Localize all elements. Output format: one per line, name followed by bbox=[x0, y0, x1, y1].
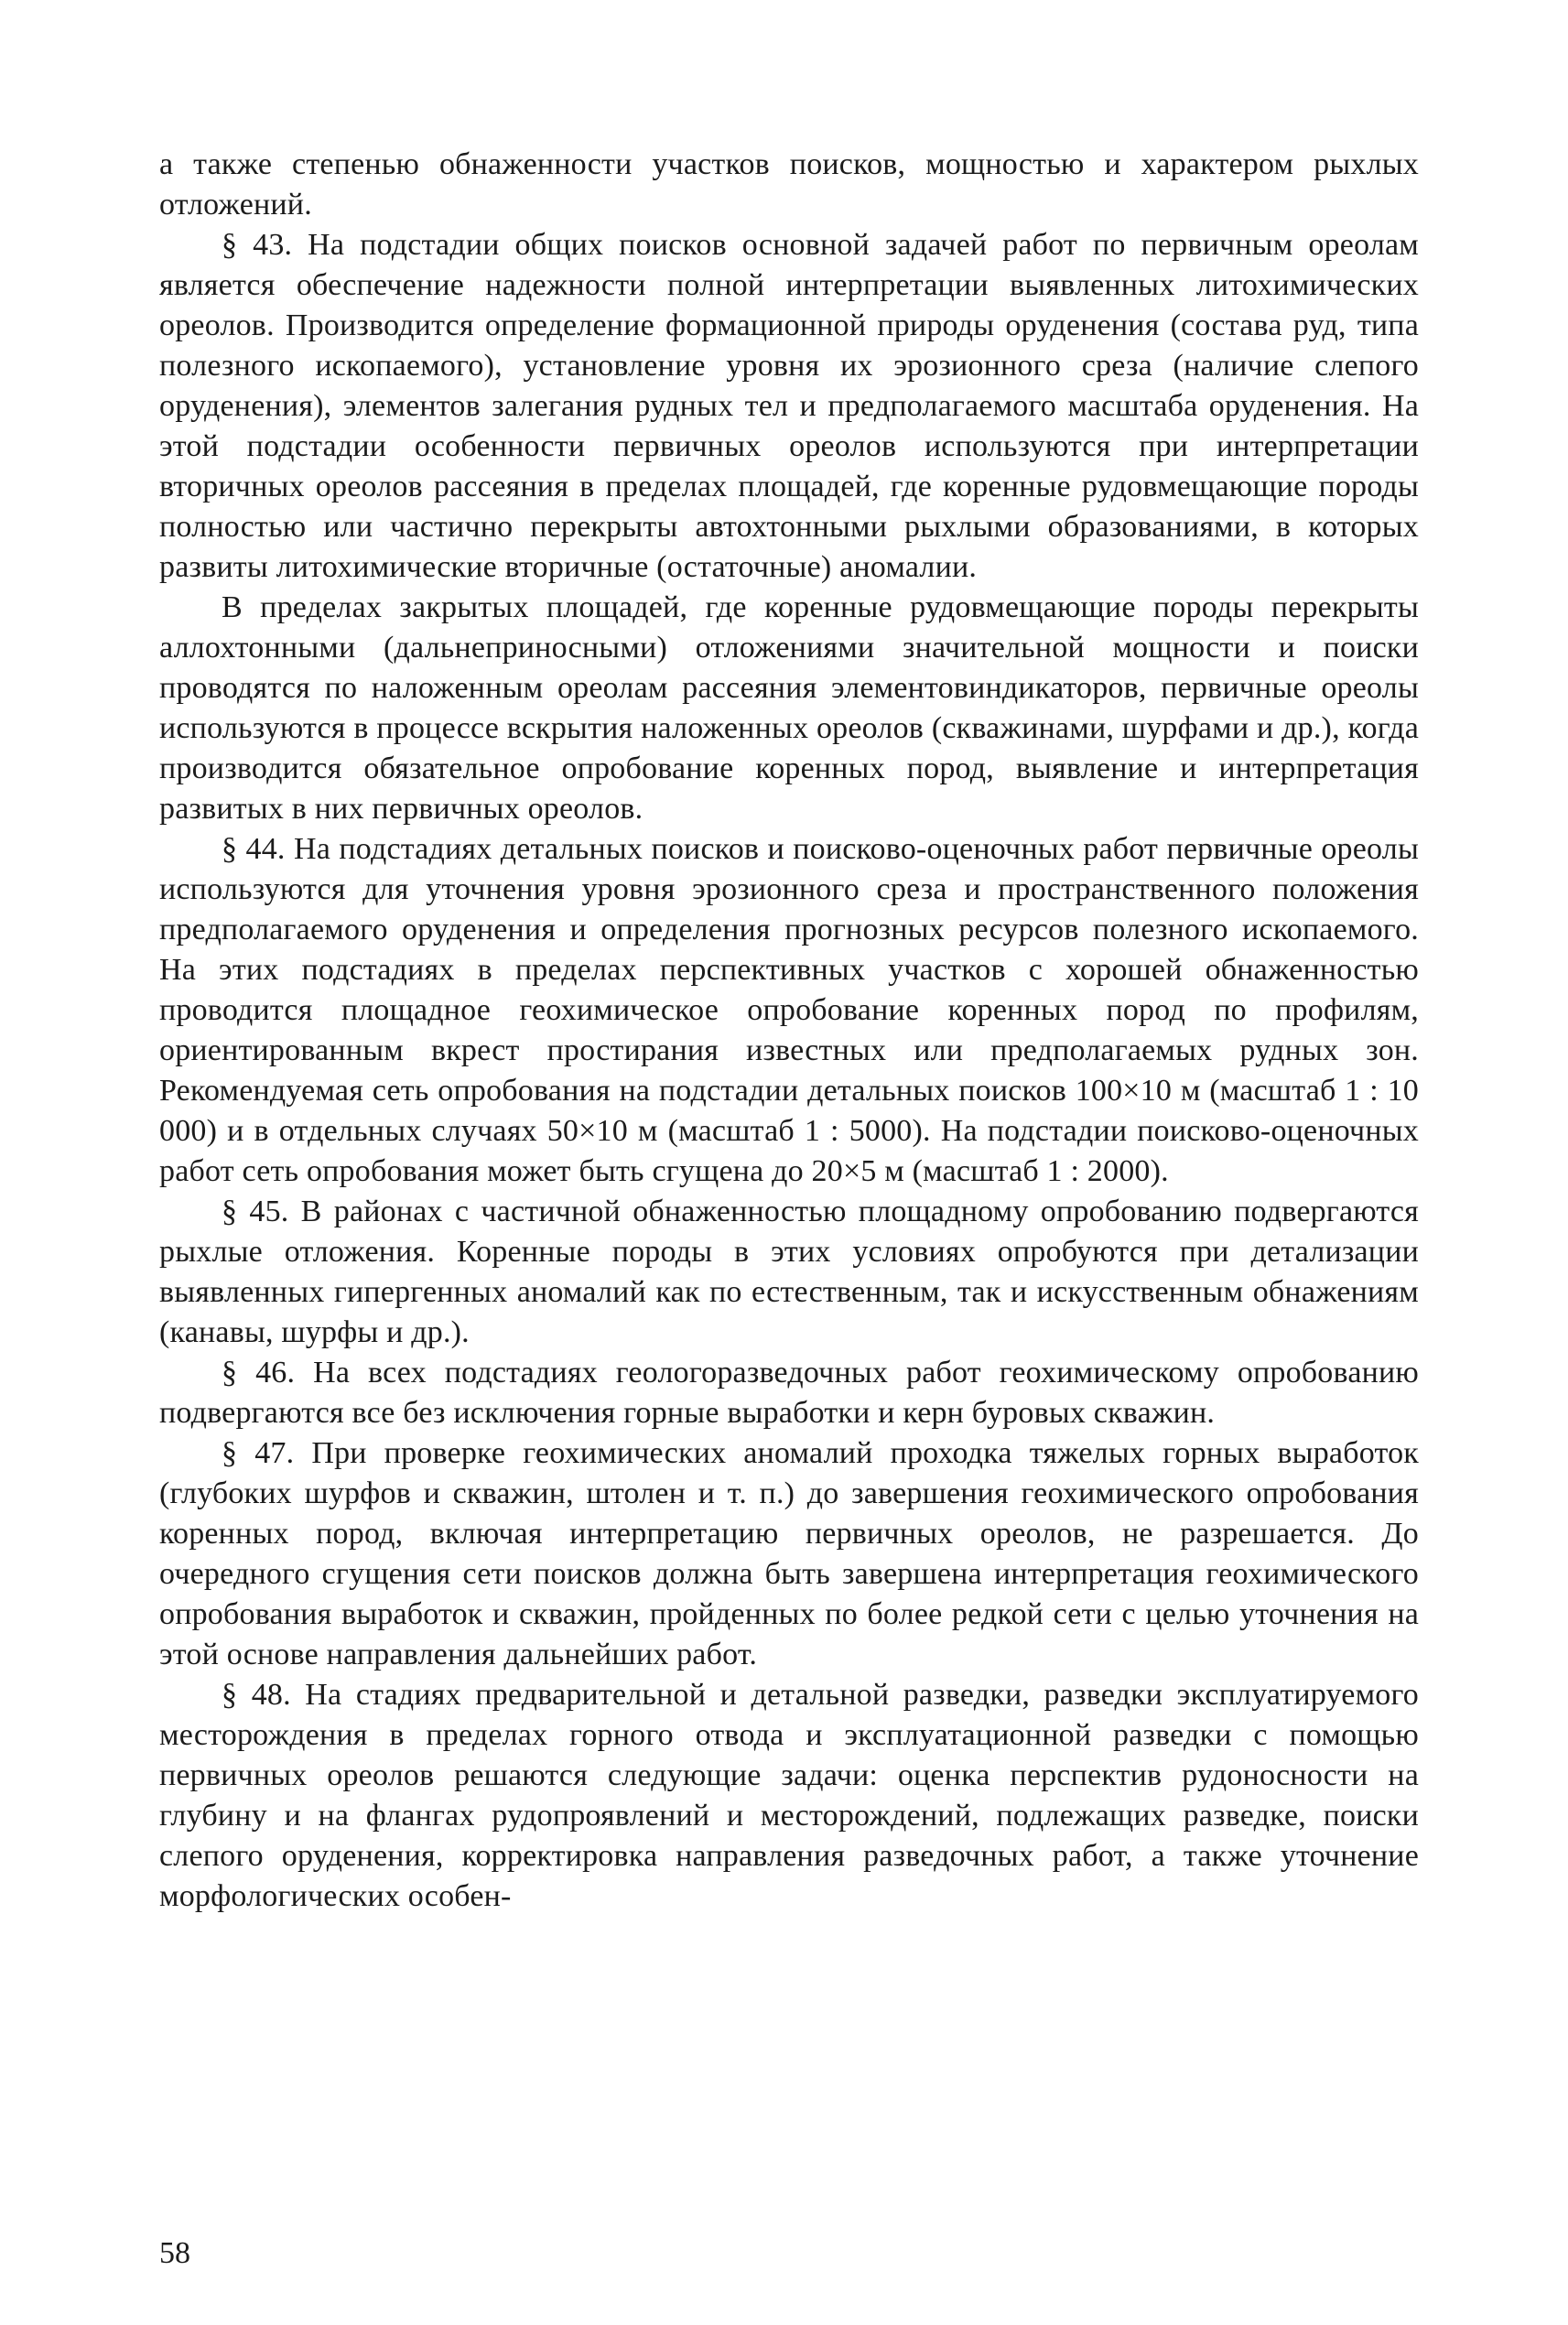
paragraph-section-44: § 44. На подстадиях детальных поисков и поисково-оценочных работ первичные ореолы используются для уточнения уровня эрозионного среза и пространственного положения предполагаемого оруденения и определения прогнозных ресурсов полезного ископаемого. На этих подстадиях в пределах перспективных участков с хорошей обнаженностью проводится площадное геохимическое опробование коренных пород по профилям, ориентированным вкрест простирания известных или предполагаемых рудных зон. Рекомендуемая сеть опробования на подстадии детальных поисков 100×10 м (масштаб 1 : 10 000) и в отдельных случаях 50×10 м (масштаб 1 : 5000). На подстадии поисково-оценочных работ сеть опробования может быть сгущена до 20×5 м (масштаб 1 : 2000). bbox=[159, 832, 1419, 1188]
paragraph-closed-areas: В пределах закрытых площадей, где коренные рудовмещающие породы перекрыты аллохтонными (дальнеприносными) отложениями значительной мощности и поиски проводятся по наложенным ореолам рассеяния элементовиндикаторов, первичные ореолы используются в процессе вскрытия наложенных ореолов (скважинами, шурфами и др.), когда производится обязательное опробование коренных пород, выявление и интерпретация развитых в них первичных ореолов. bbox=[159, 590, 1419, 826]
paragraph-section-46: § 46. На всех подстадиях геологоразведочных работ геохимическому опробованию подвергаются все без исключения горные выработки и керн буровых скважин. bbox=[159, 1356, 1419, 1430]
body-text bbox=[159, 145, 1419, 1917]
paragraph-section-47: § 47. При проверке геохимических аномалий проходка тяжелых горных выработок (глубоких шурфов и скважин, штолен и т. п.) до завершения геохимического опробования коренных пород, включая интерпретацию первичных ореолов, не разрешается. До очередного сгущения сети поисков должна быть завершена интерпретация геохимического опробования выработок и скважин, пройденных по более редкой сети с целью уточнения на этой основе направления дальнейших работ. bbox=[159, 1436, 1419, 1671]
paragraph-continuation: а также степенью обнаженности участков поисков, мощностью и характером рыхлых отложений. bbox=[159, 147, 1419, 222]
paragraph-section-43: § 43. На подстадии общих поисков основной задачей работ по первичным ореолам является обеспечение надежности полной интерпретации выявленных литохимических ореолов. Производится определение формационной природы оруденения (состава руд, типа полезного ископаемого), установление уровня их эрозионного среза (наличие слепого оруденения), элементов залегания рудных тел и предполагаемого масштаба оруденения. На этой подстадии особенности первичных ореолов используются при интерпретации вторичных ореолов рассеяния в пределах площадей, где коренные рудовмещающие породы полностью или частично перекрыты автохтонными рыхлыми образованиями, в которых развиты литохимические вторичные (остаточные) аномалии. bbox=[159, 228, 1419, 584]
paragraph-section-45: § 45. В районах с частичной обнаженностью площадному опробованию подвергаются рыхлые отложения. Коренные породы в этих условиях опробуются при детализации выявленных гипергенных аномалий как по естественным, так и искусственным обнажениям (канавы, шурфы и др.). bbox=[159, 1195, 1419, 1349]
paragraph-section-48: § 48. На стадиях предварительной и детальной разведки, разведки эксплуатируемого месторождения в пределах горного отвода и эксплуатационной разведки с помощью первичных ореолов решаются следующие задачи: оценка перспектив рудоносности на глубину и на флангах рудопроявлений и месторождений, подлежащих разведке, поиски слепого оруденения, корректировка направления разведочных работ, а также уточнение морфологических особен- bbox=[159, 1678, 1419, 1913]
page-number: 58 bbox=[159, 2236, 190, 2270]
